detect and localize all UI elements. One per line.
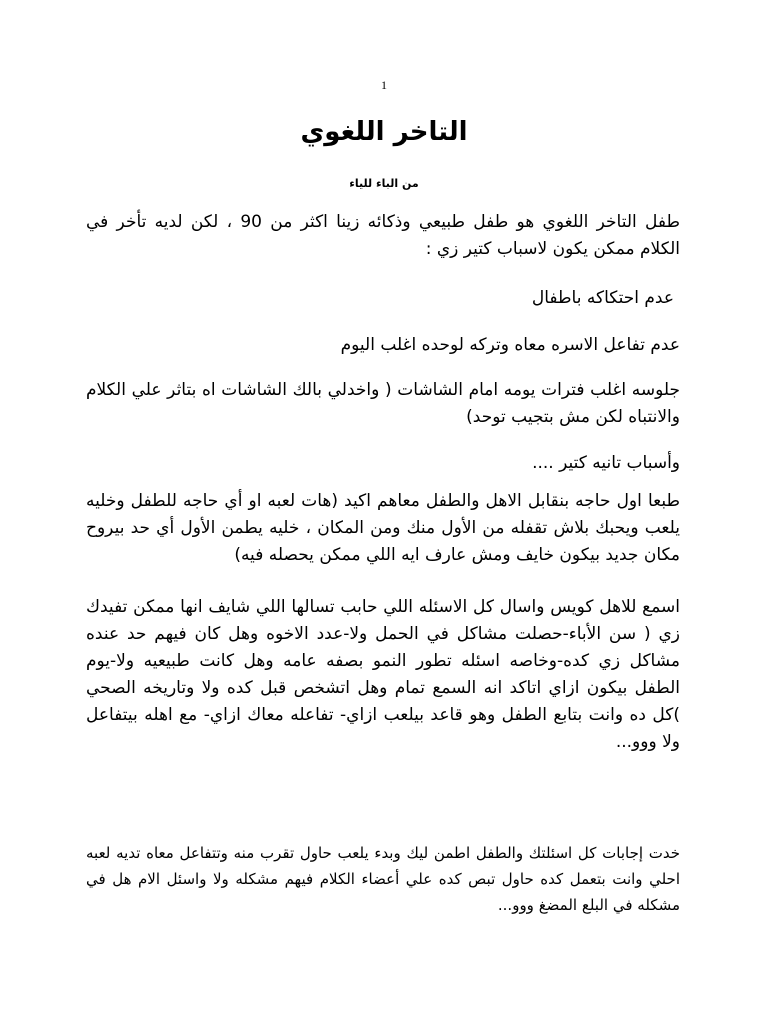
paragraph-first-meeting: طبعا اول حاجه بنقابل الاهل والطفل معاهم اكيد (هات لعبه او أي حاجه للطفل وخليه يلعب ويحبك بلاش تقفله من الأول منك ومن المكان ، خليه يطمن الأول أي حد بيروح مكان جديد بيكون خايف ومش عارف ايه اللي ممكن يحصله فيه) [86,491,680,565]
paragraph-reason-2: عدم تفاعل الاسره معاه وتركه لوحده اغلب اليوم [340,335,680,355]
paragraph-reason-3: جلوسه اغلب فترات يومه امام الشاشات ( واخدلي بالك الشاشات اه بتاثر علي الكلام والانتباه لكن مش بتجيب توحد) [86,380,680,427]
page-number: 1 [381,78,387,92]
document-subtitle: من الباء للياء [349,177,419,190]
paragraph-intro: طفل التاخر اللغوي هو طفل طبيعي وذكائه زينا اكثر من 90 ، لكن لديه تأخر في الكلام ممكن يكون لاسباب كتير زي : [86,212,680,259]
paragraph-reason-1: عدم احتكاكه باطفال [531,288,674,308]
paragraph-parent-questions: اسمع للاهل كويس واسال كل الاسئله اللي حابب تسالها اللي شايف انها ممكن تفيدك زي ( سن الأباء-حصلت مشاكل في الحمل ولا-عدد الاخوه وهل كان فيهم حد عنده مشاكل زي كده-وخاصه اسئله تطور النمو بصفه عامه وهل كانت طبيعيه ولا-يوم الطفل بيكون ازاي اتاكد انه السمع تمام وهل اتشخص قبل كده ولا وتاريخه الصحي )كل ده وانت بتابع الطفل وهو قاعد بيلعب ازاي- تفاعله معاك ازاي- مع اهله بيتفاعل ولا ووو... [86,597,680,752]
document-title: التاخر اللغوي [300,117,468,147]
paragraph-after-answers: خدت إجابات كل اسئلتك والطفل اطمن ليك وبدء يلعب حاول تقرب منه وتتفاعل معاه تديه لعبه احلي وانت بتعمل كده حاول تبص كده علي أعضاء الكلام فيهم مشكله ولا واسئل الام هل في مشكله في البلع المضغ ووو... [86,844,680,914]
paragraph-other-reasons: وأسباب تانيه كتير .... [532,453,680,473]
